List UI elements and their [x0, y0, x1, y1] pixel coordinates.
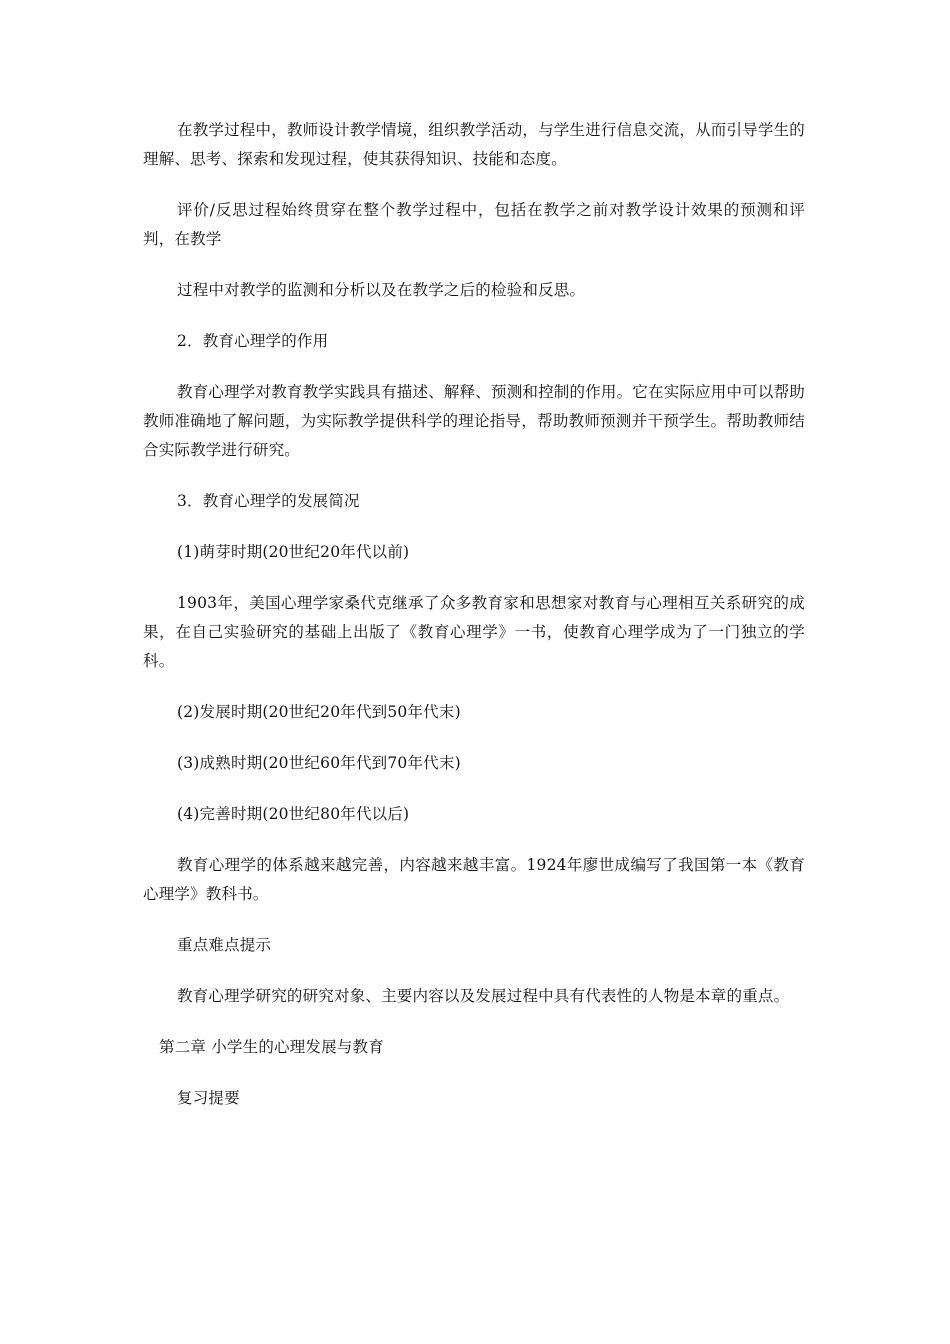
section-heading-role: 2．教育心理学的作用	[177, 332, 329, 350]
paragraph-role: 教育心理学对教育教学实践具有描述、解释、预测和控制的作用。它在实际应用中可以帮助教师准确地了解问题，为实际教学提供科学的理论指导，帮助教师预测并干预学生。帮助教师结合实际教学进行研究。	[143, 383, 806, 459]
list-item-period-2: (2)发展时期(20世纪20年代到50年代末)	[177, 703, 461, 721]
list-item-period-4: (4)完善时期(20世纪80年代以后)	[177, 805, 410, 823]
section-heading-development: 3．教育心理学的发展简况	[177, 492, 360, 510]
list-item-period-3: (3)成熟时期(20世纪60年代到70年代末)	[177, 754, 461, 772]
paragraph-evaluation-continued: 过程中对教学的监测和分析以及在教学之后的检验和反思。	[177, 281, 586, 299]
chapter-heading: 第二章 小学生的心理发展与教育	[159, 1038, 384, 1056]
paragraph-teaching-process: 在教学过程中，教师设计教学情境，组织教学活动，与学生进行信息交流，从而引导学生的理解、思考、探索和发现过程，使其获得知识、技能和态度。	[143, 121, 806, 168]
review-summary-heading: 复习提要	[177, 1089, 240, 1107]
paragraph-thorndike: 1903年，美国心理学家桑代克继承了众多教育家和思想家对教育与心理相互关系研究的成果，在自己实验研究的基础上出版了《教育心理学》一书，使教育心理学成为了一门独立的学科。	[143, 594, 805, 670]
document-body	[143, 116, 805, 1135]
paragraph-system-complete: 教育心理学的体系越来越完善，内容越来越丰富。1924年廖世成编写了我国第一本《教育心理学》教科书。	[143, 856, 805, 903]
key-points-heading: 重点难点提示	[177, 936, 272, 954]
list-item-period-1: (1)萌芽时期(20世纪20年代以前)	[177, 543, 410, 561]
paragraph-key-points: 教育心理学研究的研究对象、主要内容以及发展过程中具有代表性的人物是本章的重点。	[177, 987, 790, 1005]
paragraph-evaluation-reflection: 评价/反思过程始终贯穿在整个教学过程中，包括在教学之前对教学设计效果的预测和评判，在教学	[143, 201, 805, 248]
